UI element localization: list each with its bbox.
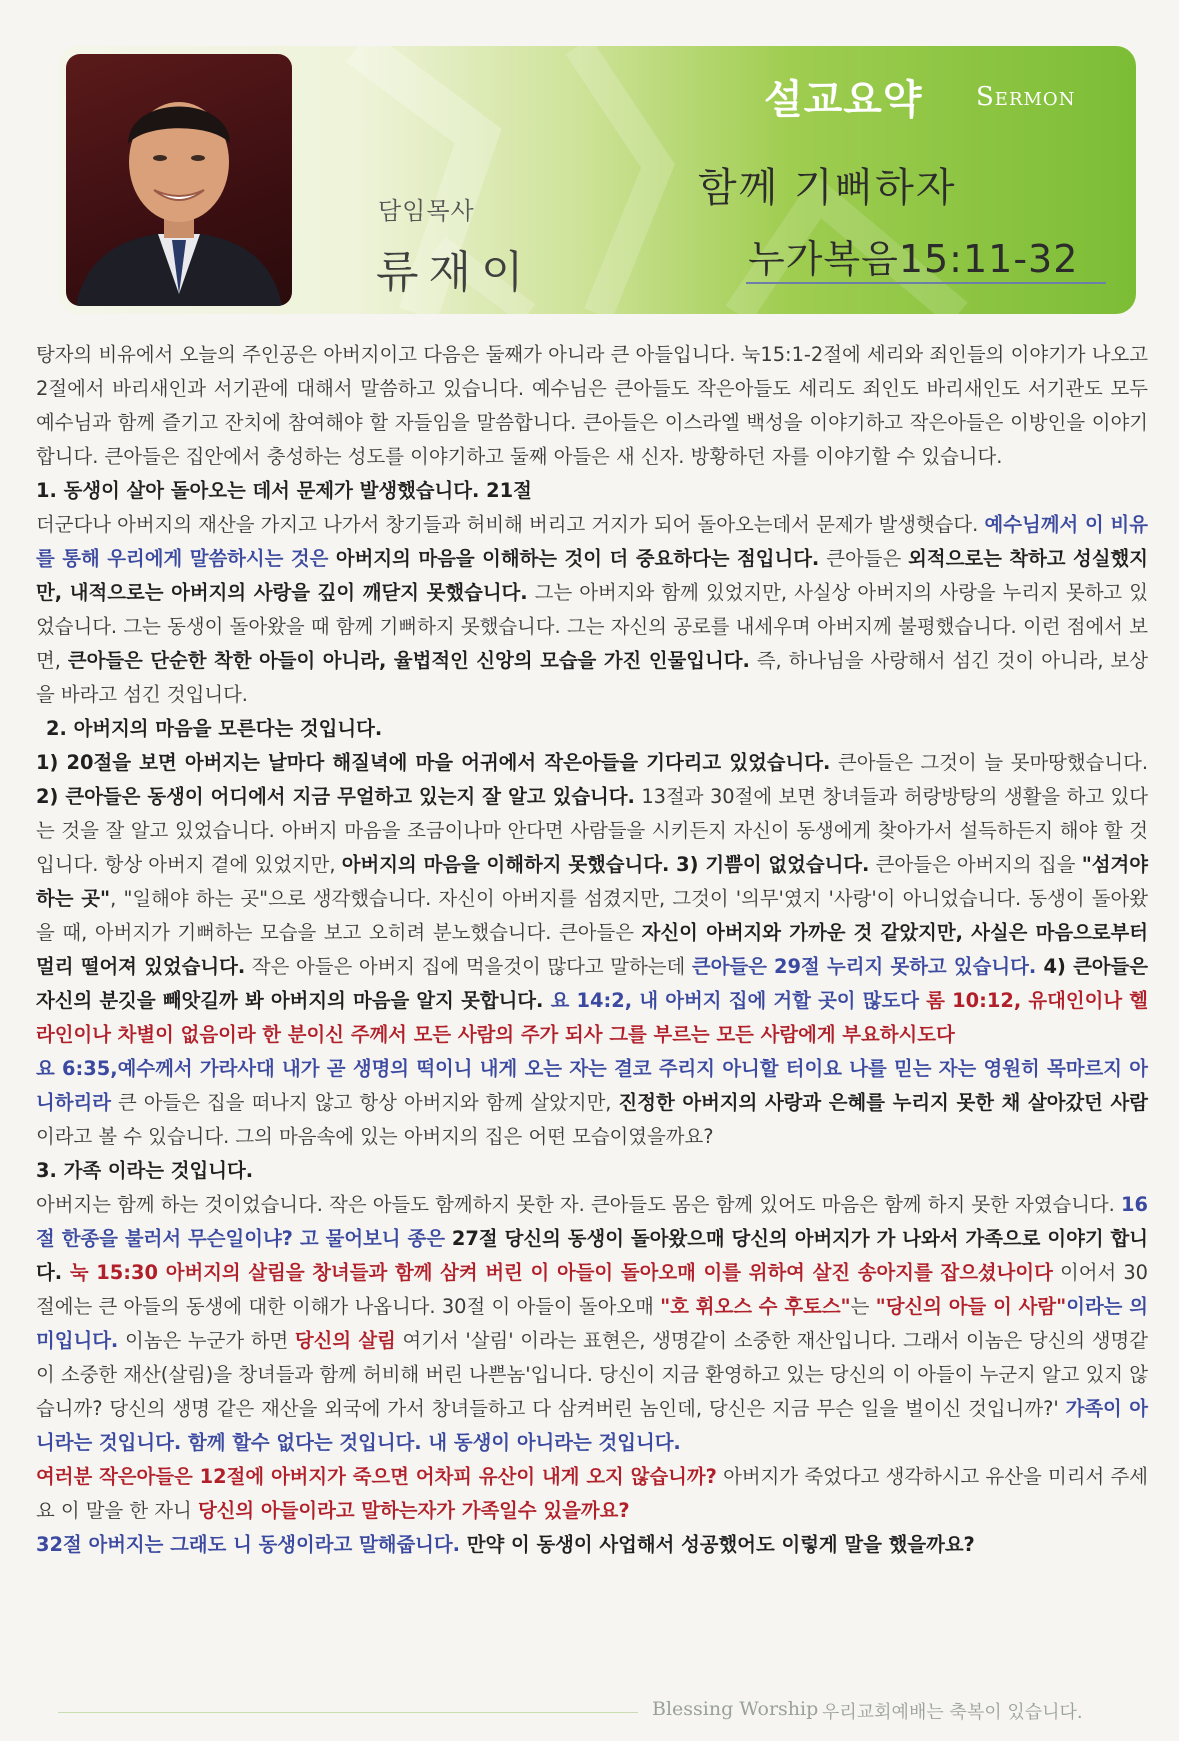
- section-3-paragraph-continued: 여러분 작은아들은 12절에 아버지가 죽으면 어차피 유산이 내게 오지 않습니까? 아버지가 죽었다고 생각하시고 유산을 미리서 주세요 이 말을 한 자니 당신의 아들이라고 말하는자가 가족일수 있을까요?: [36, 1465, 1148, 1522]
- section-2-heading: 2. 아버지의 마음을 모른다는 것입니다.: [46, 717, 383, 740]
- footer-english: Blessing Worship: [652, 1698, 819, 1720]
- section-title-english: Sermon: [976, 82, 1076, 112]
- pastor-photo: [66, 54, 292, 306]
- section-3-heading: 3. 가족 이라는 것입니다.: [36, 1159, 254, 1182]
- section-1-paragraph: 더군다나 아버지의 재산을 가지고 나가서 창기들과 허비해 버리고 거지가 되어 돌아오는데서 문제가 발생햇습다. 예수님께서 이 비유를 통해 우리에게 말씀하시는 것은 아버지의 마음을 이해하는 것이 더 중요하다는 점입니다. 큰아들은 외적으로는 착하고 성실했지만, 내적으로는 아버지의 사랑을 깊이 깨닫지 못했습니다. 그는 아버지와 함께 있었지만, 사실상 아버지의 사랑을 누리지 못하고 있었습니다. 그는 동생이 돌아왔을 때 함께 기뻐하지 못했습니다. 그는 자신의 공로를 내세우며 아버지께 불평했습니다. 이런 점에서 보면, 큰아들은 단순한 착한 아들이 아니라, 율법적인 신앙의 모습을 가진 인물입니다. 즉, 하나님을 사랑해서 섬긴 것이 아니라, 보상을 바라고 섬긴 것입니다.: [36, 513, 1148, 706]
- footer-korean: 우리교회예배는 축복이 있습니다.: [822, 1702, 1083, 1723]
- sermon-title: 함께 기뻐하자: [698, 165, 957, 211]
- section-2-paragraph: 1) 20절을 보면 아버지는 날마다 해질녁에 마을 어귀에서 작은아들을 기다리고 있었습니다. 큰아들은 그것이 늘 못마땅했습니다. 2) 큰아들은 동생이 어디에서 지금 무얼하고 있는지 잘 알고 있습니다. 13절과 30절에 보면 창녀들과 허랑방탕의 생활을 하고 있다는 것을 잘 알고 있었습니다. 아버지 마음을 조금이나마 안다면 사람들을 시키든지 자신이 동생에게 찾아가서 설득하든지 해야 할 것입니다. 항상 아버지 곁에 있었지만, 아버지의 마음을 이해하지 못했습니다. 3) 기쁨이 없었습니다. 큰아들은 아버지의 집을 "섬겨야 하는 곳", "일해야 하는 곳"으로 생각했습니다. 자신이 아버지를 섬겼지만, 그것이 '의무'였지 '사랑'이 아니었습니다. 동생이 돌아왔을 때, 아버지가 기뻐하는 모습을 보고 오히려 분노했습니다. 큰아들은 자신이 아버지와 가까운 것 같았지만, 사실은 마음으로부터 멀리 떨어져 있었습니다. 작은 아들은 아버지 집에 먹을것이 많다고 말하는데 큰아들은 29절 누리지 못하고 있습니다. 4) 큰아들은 자신의 분깃을 빼앗길까 봐 아버지의 마음을 알지 못합니다. 요 14:2, 내 아버지 집에 거할 곳이 많도다 롬 10:12, 유대인이나 헬라인이나 차별이 없음이라 한 분이신 주께서 모든 사람의 주가 되사 그를 부르는 모든 사람에게 부요하시도다: [36, 751, 1149, 1046]
- scripture-underline: [746, 282, 1106, 284]
- scripture-reference: 누가복음15:11-32: [748, 237, 1079, 281]
- section-title-korean: 설교요약: [764, 77, 923, 123]
- section-3-closing: 32절 아버지는 그래도 니 동생이라고 말해줍니다. 만약 이 동생이 사업해서 성공했어도 이렇게 말을 했을까요?: [36, 1533, 975, 1556]
- sermon-body: [36, 338, 1148, 1562]
- pastor-name: 류재이: [376, 247, 534, 298]
- pastor-title: 담임목사: [378, 197, 475, 225]
- intro-paragraph: 탕자의 비유에서 오늘의 주인공은 아버지이고 다음은 둘째가 아니라 큰 아들입니다. 눅15:1-2절에 세리와 죄인들의 이야기가 나오고 2절에서 바리새인과 서기관에 대해서 말씀하고 있습니다. 예수님은 큰아들도 작은아들도 세리도 죄인도 바리새인도 서기관도 모두 예수님과 함께 즐기고 잔치에 참여해야 할 자들임을 말씀합니다. 큰아들은 이스라엘 백성을 이야기하고 작은아들은 이방인을 이야기합니다. 큰아들은 집안에서 충성하는 성도를 이야기하고 둘째 아들은 새 신자. 방황하던 자를 이야기할 수 있습니다.: [36, 343, 1148, 468]
- section-3-paragraph: 아버지는 함께 하는 것이었습니다. 작은 아들도 함께하지 못한 자. 큰아들도 몸은 함께 있어도 마음은 함께 하지 못한 자였습니다. 16절 한종을 불러서 무슨일이냐? 고 물어보니 종은 27절 당신의 동생이 돌아왔으매 당신의 아버지가 가 나와서 가족으로 이야기 합니다. 눅 15:30 아버지의 살림을 창녀들과 함께 삼켜 버린 이 아들이 돌아오매 이를 위하여 살진 송아지를 잡으셨나이다 이어서 30절에는 큰 아들의 동생에 대한 이해가 나옵니다. 30절 이 아들이 돌아오매 "호 휘오스 수 후토스"는 "당신의 아들 이 사람"이라는 의미입니다. 이놈은 누군가 하면 당신의 살림 여기서 '살림' 이라는 표현은, 생명같이 소중한 재산입니다. 그래서 이놈은 당신의 생명같이 소중한 재산(살림)을 창녀들과 함께 허비해 버린 나쁜놈'입니다. 당신이 지금 환영하고 있는 당신의 이 아들이 누군지 알고 있지 않습니까? 당신의 생명 같은 재산을 외국에 가서 창녀들하고 다 삼켜버린 놈인데, 당신은 지금 무슨 일을 벌이신 것입니까?' 가족이 아니라는 것입니다. 함께 할수 없다는 것입니다. 내 동생이 아니라는 것입니다.: [36, 1193, 1148, 1454]
- footer-divider: [58, 1712, 638, 1713]
- section-2-paragraph-continued: 요 6:35,예수께서 가라사대 내가 곧 생명의 떡이니 내게 오는 자는 결코 주리지 아니할 터이요 나를 믿는 자는 영원히 목마르지 아니하리라 큰 아들은 집을 떠나지 않고 항상 아버지와 함께 살았지만, 진정한 아버지의 사랑과 은혜를 누리지 못한 채 살아갔던 사람이라고 볼 수 있습니다. 그의 마음속에 있는 아버지의 집은 어떤 모습이였을까요?: [36, 1057, 1148, 1148]
- pastor-portrait-icon: [66, 54, 292, 306]
- sermon-header: [58, 46, 1136, 314]
- section-1-heading: 1. 동생이 살아 돌아오는 데서 문제가 발생했습니다. 21절: [36, 479, 532, 502]
